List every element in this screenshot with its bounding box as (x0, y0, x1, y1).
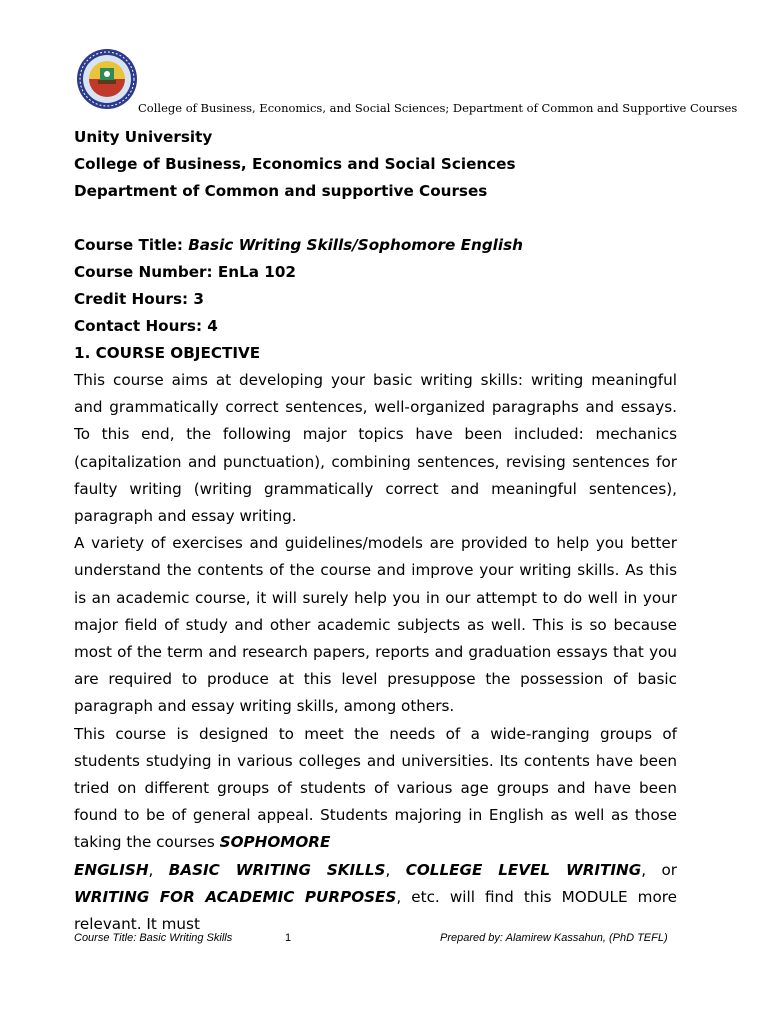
unity-university-seal-icon (76, 48, 138, 110)
course-title-value: Basic Writing Skills/Sophomore English (188, 236, 523, 254)
credit-hours: Credit Hours: 3 (74, 290, 204, 308)
paragraph-1: This course aims at developing your basic writing skills: writing meaningful and grammatically correct sentences, well-organized paragraphs and essays. To this end, the following major topics have been included: mechanics (capitalization and punctuation), combining sentences, revising sentences for faulty writing (writing grammatically correct and meaningful sentences), paragraph and essay writing. (74, 371, 677, 526)
footer-course-title: Course Title: Basic Writing Skills (74, 932, 233, 944)
section-heading: 1. COURSE OBJECTIVE (74, 344, 261, 362)
paragraph-3-continued (74, 857, 677, 939)
course-title (74, 232, 677, 259)
paragraph-2: A variety of exercises and guidelines/models are provided to help you better understand the contents of the course and improve your writing skills. As this is an academic course, it will surely help you in our attempt to do well in your major field of study and other academic subjects as well. This is so because most of the term and research papers, reports and graduation essays that you are required to produce at this level presuppose the possession of basic paragraph and essay writing skills, among others. (74, 534, 677, 716)
course-title-label: Course Title: (74, 236, 189, 254)
separator: , (148, 860, 169, 879)
separator: , or (641, 860, 677, 879)
paragraph-3-text: This course is designed to meet the needs of a wide-ranging groups of students studying in various colleges and universities. Its contents have been tried on different groups of students of various age groups and have been found to be of general appeal. Students majoring in English as well as those taking the courses (74, 724, 677, 852)
separator: , (385, 860, 406, 879)
paragraph-3-end: , etc. will find this MODULE more relevant. It must (74, 887, 677, 934)
page-number: 1 (285, 932, 292, 944)
university-name: Unity University (74, 128, 213, 146)
emphasis-sophomore: SOPHOMORE (219, 833, 331, 852)
emphasis-basic-writing-skills: BASIC WRITING SKILLS (168, 860, 386, 879)
emphasis-writing-academic-purposes: WRITING FOR ACADEMIC PURPOSES (74, 887, 397, 906)
document-body (74, 124, 677, 938)
college-name: College of Business, Economics and Social Sciences (74, 155, 516, 173)
emphasis-college-level-writing: COLLEGE LEVEL WRITING (405, 860, 642, 879)
paragraph-3 (74, 721, 677, 857)
emphasis-english: ENGLISH (74, 860, 149, 879)
contact-hours: Contact Hours: 4 (74, 317, 218, 335)
course-number: Course Number: EnLa 102 (74, 263, 296, 281)
footer-author: Prepared by: Alamirew Kassahun, (PhD TEFL) (440, 932, 668, 944)
department-name: Department of Common and supportive Courses (74, 182, 488, 200)
header-text: College of Business, Economics, and Social Sciences; Department of Common and Supportive Courses (138, 101, 738, 115)
